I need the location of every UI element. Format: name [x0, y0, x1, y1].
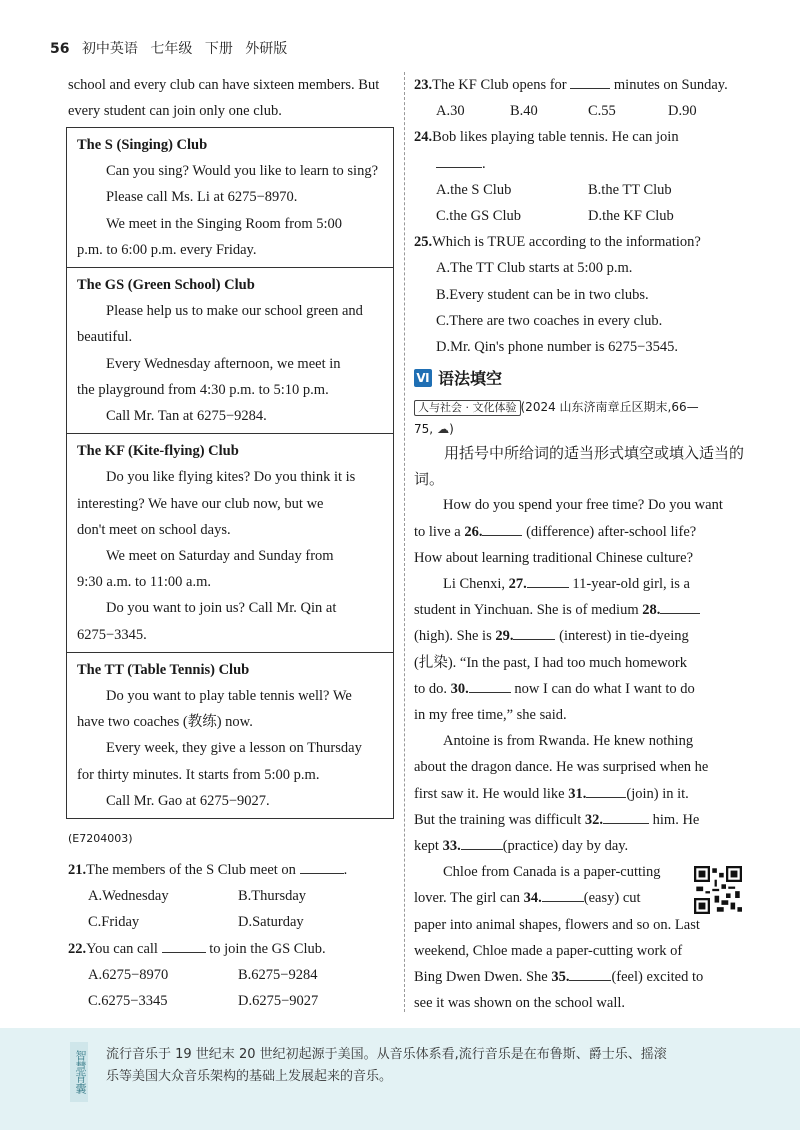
p3-text: him. He [652, 811, 700, 828]
q23-stem-a: The KF Club opens for [432, 77, 567, 93]
volume: 下册 [204, 41, 233, 57]
q23-blank[interactable] [570, 88, 610, 89]
blank-31[interactable] [586, 797, 626, 798]
q25-number: 25. [414, 234, 433, 251]
p2-text: student in Yinchuan. She is of medium [414, 602, 639, 619]
q22-option-a[interactable]: A.6275−8970 [88, 966, 169, 983]
q22-option-c[interactable]: C.6275−3345 [88, 993, 168, 1010]
footer-line: 流行音乐于 19 世纪末 20 世纪初起源于美国。从音乐体系看,流行音乐是在布鲁斯、爵士乐、摇滚 [106, 1047, 667, 1062]
clubs-box [66, 127, 394, 819]
p3-line: Antoine is from Rwanda. He knew nothing [443, 733, 694, 750]
club-line: Every Wednesday afternoon, we meet in [106, 355, 341, 372]
q21-option-d[interactable]: D.Saturday [238, 914, 304, 931]
q22-blank[interactable] [162, 952, 206, 953]
q23-option-b[interactable]: B.40 [510, 103, 538, 120]
club-section [67, 433, 393, 652]
club-title: The KF (Kite-flying) Club [77, 443, 239, 460]
p1-text: (difference) after-school life? [526, 523, 697, 540]
q21-blank[interactable] [300, 873, 344, 874]
q22-option-b[interactable]: B.6275−9284 [238, 966, 318, 983]
source-a: (2024 山东济南章丘区期末,66— [520, 400, 699, 414]
club-line: Please call Ms. Li at 6275−8970. [106, 189, 298, 206]
p4-text: lover. The girl can [414, 890, 521, 907]
club-line: don't meet on school days. [77, 521, 231, 538]
blank-28-number: 28. [642, 602, 661, 619]
club-line: Call Mr. Tan at 6275−9284. [106, 408, 267, 425]
blank-35-number: 35. [551, 969, 570, 986]
club-title: The TT (Table Tennis) Club [77, 661, 250, 678]
p2-text: now I can do what I want to do [514, 680, 695, 697]
club-line: the playground from 4:30 p.m. to 5:10 p.m. [77, 381, 329, 398]
intro-text [68, 72, 394, 124]
club-section [67, 267, 393, 433]
q23-number: 23. [414, 77, 433, 93]
blank-32[interactable] [603, 823, 649, 824]
section-badge: Ⅵ [414, 369, 432, 387]
q21-option-b[interactable]: B.Thursday [238, 888, 307, 905]
p3-text: But the training was difficult [414, 811, 582, 828]
intro-line: school and every club can have sixteen members. But [68, 77, 380, 93]
page-number: 56 [50, 41, 70, 57]
club-line: have two coaches (教练) now. [77, 714, 253, 731]
q21-stem: The members of the S Club meet on [86, 862, 296, 878]
p4-line: paper into animal shapes, flowers and so on. Last [414, 916, 700, 933]
qr-code-icon[interactable] [694, 866, 742, 914]
q23-option-c[interactable]: C.55 [588, 103, 616, 120]
q24-option-c[interactable]: C.the GS Club [436, 208, 521, 225]
p3-line: about the dragon dance. He was surprised when he [414, 759, 709, 776]
blank-29[interactable] [513, 639, 555, 640]
blank-34[interactable] [542, 901, 584, 902]
difficulty-icon: ☁ [437, 422, 450, 436]
club-line: Every week, they give a lesson on Thursday [106, 740, 362, 757]
p3-text: kept [414, 838, 439, 855]
blank-33-number: 33. [442, 838, 461, 855]
footer-line: 乐等美国大众音乐架构的基础上发展起来的音乐。 [106, 1069, 393, 1084]
p2-text: 11-year-old girl, is a [572, 576, 690, 593]
club-title: The S (Singing) Club [77, 137, 208, 153]
instruction: 用括号中所给词的适当形式填空或填入适当的词。 [414, 444, 745, 489]
questions-23-25: 23.The KF Club opens for minutes on Sunday. A.30 B.40 C.55 D.90 24.Bob likes playing table tennis. He can join . A.the S Club B.the TT Club C.the GS Club D.the KF Club 25.Which is TRUE according to the information? A.The TT Club starts at 5:00 p.m. B.Every student can be in two clubs. C.There are two coaches in every club. D.Mr. Qin's phone number is 6275−3545. [414, 72, 746, 360]
column-divider [404, 72, 405, 1012]
p2-line: in my free time,” she said. [414, 707, 567, 724]
club-line: 6275−3345. [77, 626, 147, 643]
club-line: Do you want to play table tennis well? We [106, 688, 352, 705]
p2-text: (high). She is [414, 628, 492, 645]
q23-option-d[interactable]: D.90 [668, 103, 697, 120]
p2-text: (interest) in tie-dyeing [559, 628, 689, 645]
p3-text: (practice) day by day. [502, 838, 629, 855]
question-code: (E7204003) [68, 832, 133, 845]
club-line: p.m. to 6:00 p.m. every Friday. [77, 241, 257, 258]
p1-text: to live a [414, 523, 461, 540]
club-line: Call Mr. Gao at 6275−9027. [106, 792, 270, 809]
club-line: We meet on Saturday and Sunday from [106, 548, 334, 565]
footer-tag: 智慧背囊 [70, 1042, 88, 1102]
q25-stem: Which is TRUE according to the information? [432, 234, 701, 251]
q24-number: 24. [414, 129, 433, 146]
q22-stem-b: to join the GS Club. [209, 940, 326, 957]
q24-option-b[interactable]: B.the TT Club [588, 181, 672, 198]
p4-text: Bing Dwen Dwen. She [414, 969, 548, 986]
grade: 七年级 [150, 41, 193, 57]
q25-option-b[interactable]: B.Every student can be in two clubs. [436, 286, 649, 303]
blank-27[interactable] [527, 587, 569, 588]
blank-26[interactable] [482, 535, 522, 536]
theme-tag: 人与社会 · 文化体验 [414, 400, 521, 416]
club-line: Do you like flying kites? Do you think it is [106, 469, 356, 486]
page-header [50, 38, 295, 58]
q22-number: 22. [68, 940, 87, 957]
q22-option-d[interactable]: D.6275−9027 [238, 993, 319, 1010]
q23-stem-b: minutes on Sunday. [613, 77, 728, 93]
p4-text: (feel) excited to [611, 969, 704, 986]
blank-28[interactable] [660, 613, 700, 614]
questions-21-22: 21.The members of the S Club meet on . A.Wednesday B.Thursday C.Friday D.Saturday 22.You can call to join the GS Club. A.6275−8970 B.6275−9284 C.6275−3345 D.6275−9027 [68, 857, 398, 1014]
p4-line: Chloe from Canada is a paper-cutting [443, 864, 661, 881]
club-line: Do you want to join us? Call Mr. Qin at [106, 600, 337, 617]
blank-27-number: 27. [508, 576, 527, 593]
club-line: beautiful. [77, 329, 133, 346]
q25-option-a[interactable]: A.The TT Club starts at 5:00 p.m. [436, 260, 633, 277]
club-line: Can you sing? Would you like to learn to sing? [106, 163, 379, 180]
q25-option-d[interactable]: D.Mr. Qin's phone number is 6275−3545. [436, 339, 678, 356]
edition: 外研版 [245, 41, 288, 57]
p3-text: (join) in it. [626, 785, 689, 802]
p4-line: see it was shown on the school wall. [414, 995, 626, 1012]
club-line: interesting? We have our club now, but we [77, 495, 324, 512]
p2-text: Li Chenxi, [443, 576, 506, 593]
intro-line: every student can join only one club. [68, 103, 282, 120]
club-line: 9:30 a.m. to 11:00 a.m. [77, 574, 211, 591]
q24-blank[interactable] [436, 167, 482, 168]
p3-text: first saw it. He would like [414, 785, 565, 802]
q24-option-d[interactable]: D.the KF Club [588, 208, 674, 225]
club-line: Please help us to make our school green and [106, 303, 363, 320]
blank-32-number: 32. [584, 811, 604, 828]
p1-line: How about learning traditional Chinese culture? [414, 549, 694, 566]
blank-29-number: 29. [495, 628, 514, 645]
q21-number: 21. [68, 862, 87, 878]
club-line: We meet in the Singing Room from 5:00 [106, 215, 343, 232]
club-title: The GS (Green School) Club [77, 277, 255, 294]
p1-line: How do you spend your free time? Do you want [443, 497, 723, 514]
q21-option-a[interactable]: A.Wednesday [88, 888, 169, 905]
club-line: for thirty minutes. It starts from 5:00 p.m. [77, 766, 320, 783]
blank-31-number: 31. [568, 785, 587, 802]
section-title: 语法填空 [438, 369, 503, 388]
section-source: 人与社会 · 文化体验 (2024 山东济南章丘区期末,66— 75, ☁) [414, 400, 699, 436]
club-section [67, 652, 393, 818]
q21-option-c[interactable]: C.Friday [88, 914, 140, 931]
section-heading [414, 366, 502, 389]
cloze-passage [414, 440, 746, 1016]
blank-33[interactable] [461, 849, 503, 850]
p4-line: weekend, Chloe made a paper-cutting work of [414, 942, 683, 959]
p2-line: (扎染). “In the past, I had too much homework [414, 654, 688, 671]
blank-35[interactable] [569, 980, 611, 981]
q24-option-a[interactable]: A.the S Club [436, 181, 512, 198]
q22-stem-a: You can call [86, 940, 158, 957]
blank-26-number: 26. [464, 523, 483, 540]
blank-30[interactable] [469, 692, 511, 693]
p2-text: to do. [414, 680, 448, 697]
q24-stem: Bob likes playing table tennis. He can join [432, 129, 679, 146]
source-b: 75, [414, 422, 434, 436]
q23-option-a[interactable]: A.30 [436, 103, 465, 120]
footer-text [106, 1044, 756, 1088]
blank-34-number: 34. [523, 890, 542, 907]
blank-30-number: 30. [450, 680, 469, 697]
subject: 初中英语 [81, 41, 138, 57]
q25-option-c[interactable]: C.There are two coaches in every club. [436, 312, 663, 329]
p4-text: (easy) cut [583, 890, 641, 907]
club-section [67, 128, 393, 267]
